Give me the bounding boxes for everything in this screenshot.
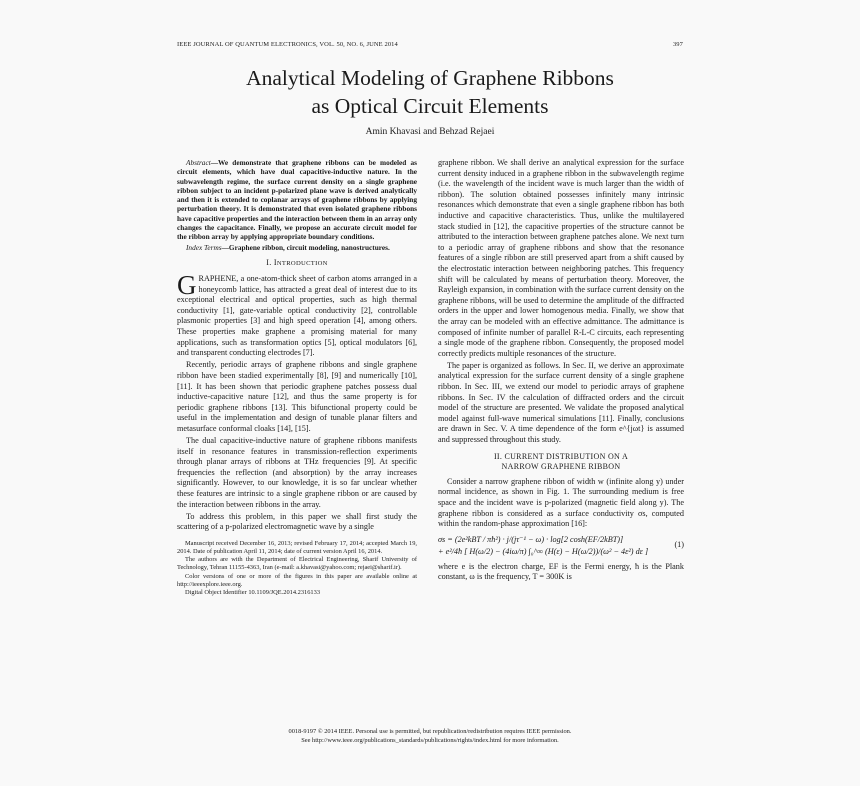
section-2-line-1: II. CURRENT DISTRIBUTION ON A <box>493 451 629 461</box>
index-terms-label: Index Terms <box>186 243 222 253</box>
running-head <box>177 41 683 48</box>
section-rest: NTRODUCTION <box>276 260 328 268</box>
intro-paragraph-1-text: RAPHENE, a one-atom-thick sheet of carbon atoms arranged in a honeycomb lattice, has attracted a great deal of interest due to its exceptional electrical and optical properties, such as high thermal conductivity [1], gate-variable optical conductivity [2], controllable plasmonic properties [3] and high speed operation [4], among others. These properties make graphene a promising material for many applications, such as transformation optics [5], optical modulators [6], and transparent conducting electrodes [7]. <box>177 274 417 358</box>
title-line-1: Analytical Modeling of Graphene Ribbons <box>246 66 614 90</box>
copyright-notice <box>0 727 860 745</box>
page-number: 397 <box>672 41 683 48</box>
journal-name: IEEE JOURNAL OF QUANTUM ELECTRONICS, VOL. 50, NO. 6, JUNE 2014 <box>177 41 398 48</box>
intro-paragraph-2: Recently, periodic arrays of graphene ribbons and single graphene ribbon have been stadied experimentally [8], [9] and numerically [10], [11]. It has been shown that periodic graphene patches possess dual inductive-capacitive nature [12], and thus the same property is for periodic graphene ribbons [13]. This bifunctional property could be useful in the implementation and design of tunable planar filters and metasurface conformal cloaks [14], [15]. <box>177 360 417 433</box>
author-list: Amin Khavasi and Behzad Rejaei <box>365 127 495 137</box>
footnote-block <box>177 540 417 597</box>
equation-line-2: + e²/4ħ [ H(ω/2) − (4iω/π) ∫₀^∞ (H(ε) − H(ω/2))/(ω² − 4ε²) dε ] <box>438 546 649 556</box>
section-heading-2 <box>438 452 684 473</box>
intro-paragraph-1 <box>177 270 417 359</box>
equation-line-1: σs = (2e²kBT / πħ²) · j/(jτ⁻¹ − ω) · log[2 cosh(EF/2kBT)] <box>438 534 624 544</box>
abstract <box>177 158 417 242</box>
copyright-line-1: 0018-9197 © 2014 IEEE. Personal use is permitted, but republication/redistribution requires IEEE permission. <box>288 728 572 735</box>
footnote-affiliation: The authors are with the Department of Electrical Engineering, Sharif University of Technology, Tehran 11155-4363, Iran (e-mail: a.khavasi@yahoo.com; rejaei@sharif.ir). <box>177 556 417 572</box>
section-first-letter: I <box>273 258 277 268</box>
abstract-text: —We demonstrate that graphene ribbons can be modeled as circuit elements, which have dual capacitive-inductive nature. In the subwavelength regime, the surface current density on a single graphene ribbon subject to an incident p-polarized plane wave is derived analytically and then it is extended to coplanar arrays of graphene ribbons by applying perturbation theory. It is demonstrated that even isolated graphene ribbons have capacitive properties and the interaction between them in an array only changes the capacitance. Finally, we propose an accurate circuit model for the ribbon array by applying appropriate boundary conditions. <box>177 158 417 242</box>
footnote-color: Color versions of one or more of the figures in this paper are available online at http://ieeexplore.ieee.org. <box>177 572 417 588</box>
right-column <box>438 158 684 584</box>
drop-cap: G <box>177 270 197 301</box>
abstract-label: Abstract <box>186 158 211 167</box>
section-2-line-2: NARROW GRAPHENE RIBBON <box>501 462 621 472</box>
left-column <box>177 158 417 597</box>
copyright-line-2: See http://www.ieee.org/publications_standards/publications/rights/index.html for more information. <box>301 737 559 744</box>
intro-paragraph-3: The dual capacitive-inductive nature of graphene ribbons manifests itself in resonance features in transmission-reflection experiments through planar arrays of ribbons at THz frequencies [9]. At specific frequencies the reflection (and absorption) by the array increases significantly. However, to our knowledge, it is so far unclear whether these features are intrinsic to a single graphene ribbon or are caused by the interaction between ribbons in the array. <box>177 435 417 509</box>
footnote-manuscript: Manuscript received December 16, 2013; revised February 17, 2014; accepted March 19, 2014. Date of publication April 11, 2014; date of current version April 16, 2014. <box>177 539 417 556</box>
index-terms-text: —Graphene ribbon, circuit modeling, nanostructures. <box>221 243 390 253</box>
footnote-doi: Digital Object Identifier 10.1109/JQE.2014.2316133 <box>185 589 321 597</box>
title-line-2: as Optical Circuit Elements <box>311 94 549 118</box>
right-paragraph-4: where e is the electron charge, EF is the Fermi energy, ħ is the Plank constant, ω is the frequency, T = 300K is <box>438 561 684 582</box>
equation-1 <box>438 534 684 558</box>
equation-number: (1) <box>674 540 684 550</box>
right-paragraph-3: Consider a narrow graphene ribbon of width w (infinite along y) under normal incidence, as shown in Fig. 1. The surrounding medium is free space and the incident wave is p-polarized (magnetic field along y). The graphene ribbon is considered as a surface conductivity σs, computed within the random-phase approximation [16]: <box>438 476 684 529</box>
equation-body <box>438 534 648 558</box>
right-paragraph-2: The paper is organized as follows. In Sec. II, we derive an approximate analytical expression for the surface current density of a single graphene ribbon. In Sec. III, we extend our model to periodic arrays of graphene ribbons. In Sec. IV the calculation of diffracted orders and the circuit model of the structure are presented. We validate the proposed analytical model against full-wave numerical simulations [11]. Finally, conclusions are drawn in Sec. V. A time dependence of the form e^{jωt} is assumed and suppressed throughout this study. <box>438 360 684 444</box>
index-terms <box>177 243 417 252</box>
right-paragraph-1: graphene ribbon. We shall derive an analytical expression for the surface current density induced in a graphene ribbon in the subwavelength regime (i.e. the wavelength of the incident wave is much larger than the width of ribbon). The solution obtained possesses infinitely many intrinsic resonances which demonstrate that even a single graphene ribbon has both inductive and capacitive characteristics. Thus, unlike the multilayered stack studied in [12], the capacitive properties of the structure cannot be attributed to the interaction between graphene patches alone. We next turn to a periodic array of graphene ribbons and show that the resonance features of a single ribbon are still preserved apart from a shift caused by the electrostatic interaction between neighboring patches. This frequency shift will be calculated by means of perturbation theory. Moreover, the Rayleigh expansion, in combination with the surface current density on the graphene ribbons, will be used to determine the amplitude of the diffracted orders in the upper and lower homogenous media. Finally, we show that the array can be modeled with an effective admittance. The admittance is composed of infinite number of parallel R-L-C circuits, each representing a single mode of the graphene ribbon. Consequently, the proposed model correctly predicts multiple resonances of the structure. <box>438 158 684 358</box>
section-heading-introduction <box>177 258 417 270</box>
paper-title <box>0 64 860 120</box>
section-numeral: I. <box>266 258 272 268</box>
intro-paragraph-4: To address this problem, in this paper we shall first study the scattering of a p-polarized electromagnetic wave by a single <box>177 511 417 532</box>
